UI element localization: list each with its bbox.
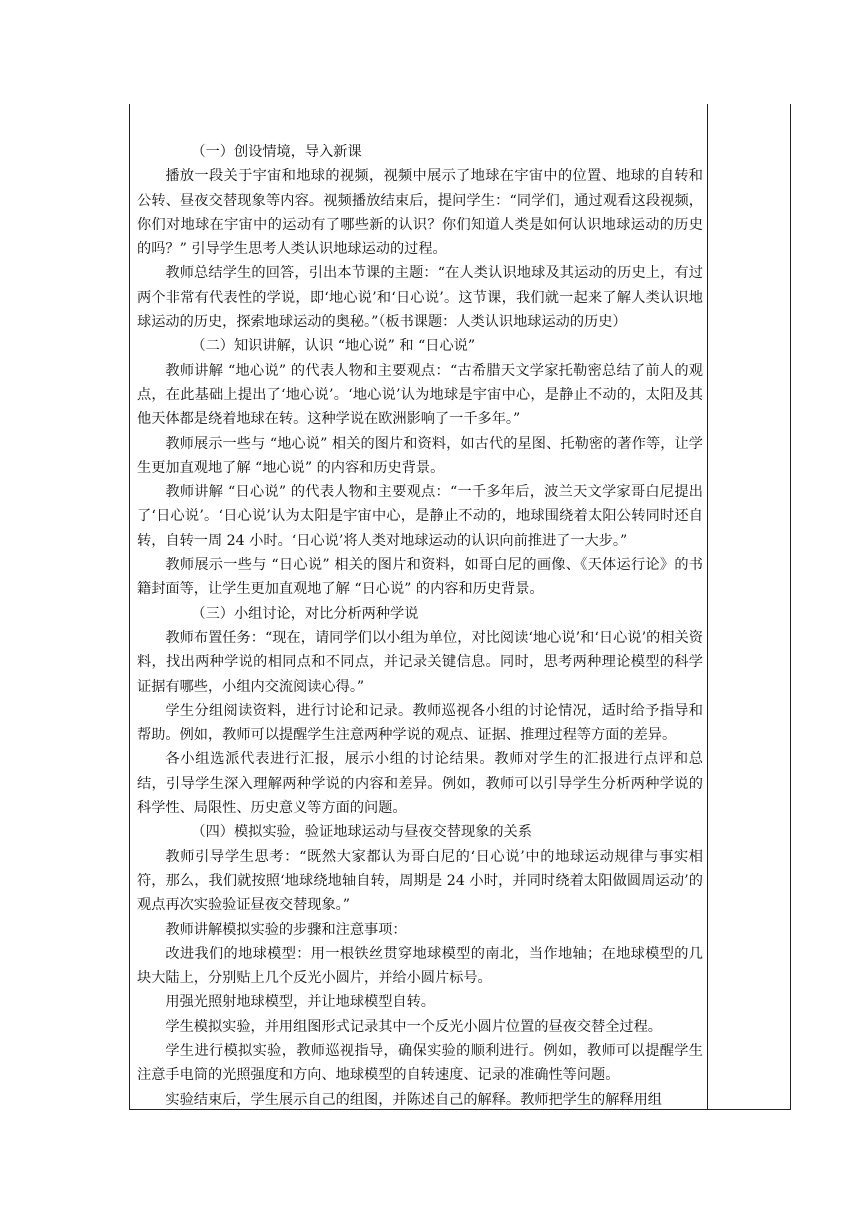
- paragraph: 教师讲解 “日心说” 的代表人物和主要观点：“一千多年后，波兰天文学家哥白尼提出了‘日心说’。‘日心说’认为太阳是宇宙中心，是静止不动的，地球围绕着太阳公转同时还自转，自转一周 24 小时。‘日心说’将人类对地球运动的认识向前推进了一大步。”: [137, 484, 703, 549]
- table-column-divider: [707, 104, 708, 1110]
- section-heading-4: （四）模拟实验，验证地球运动与昼夜交替现象的关系: [191, 824, 532, 841]
- paragraph: 学生进行模拟实验，教师巡视指导，确保实验的顺利进行。例如，教师可以提醒学生注意手电筒的光照强度和方向、地球模型的自转速度、记录的准确性等问题。: [137, 1042, 703, 1084]
- paragraph: 用强光照射地球模型，并让地球模型自转。: [165, 994, 435, 1011]
- paragraph: 学生分组阅读资料，进行讨论和记录。教师巡视各小组的讨论情况，适时给予指导和帮助。例如，教师可以提醒学生注意两种学说的观点、证据、推理过程等方面的差异。: [137, 702, 703, 744]
- paragraph: 教师引导学生思考：“既然大家都认为哥白尼的‘日心说’中的地球运动规律与事实相符，那么，我们就按照‘地球绕地轴自转，周期是 24 小时，并同时绕着太阳做圆周运动’的观点再次实验验证昼夜交替现象。”: [137, 848, 703, 914]
- section-heading-2: （二）知识讲解，认识 “地心说” 和 “日心说”: [191, 338, 476, 355]
- paragraph: 教师展示一些与 “地心说” 相关的图片和资料，如古代的星图、托勒密的著作等，让学生更加直观地了解 “地心说” 的内容和历史背景。: [137, 435, 703, 476]
- lesson-content-cell: [137, 140, 703, 1112]
- paragraph: 播放一段关于宇宙和地球的视频，视频中展示了地球在宇宙中的位置、地球的自转和公转、昼夜交替现象等内容。视频播放结束后，提问学生：“同学们，通过观看这段视频，你们对地球在宇宙中的运动有了哪些新的认识？你们知道人类是如何认识地球运动的历史的吗？” 引导学生思考人类认识地球运动的过程。: [137, 168, 703, 258]
- paragraph: 教师展示一些与 “日心说” 相关的图片和资料，如哥白尼的画像、《天体运行论》的书籍封面等，让学生更加直观地了解 “日心说” 的内容和历史背景。: [137, 557, 703, 598]
- paragraph: 各小组选派代表进行汇报，展示小组的讨论结果。教师对学生的汇报进行点评和总结，引导学生深入理解两种学说的内容和差异。例如，教师可以引导学生分析两种学说的科学性、局限性、历史意义等方面的问题。: [137, 751, 703, 817]
- paragraph: 教师总结学生的回答，引出本节课的主题：“在人类认识地球及其运动的历史上，有过两个非常有代表性的学说，即‘地心说’和‘日心说’。这节课，我们就一起来了解人类认识地球运动的历史，探索地球运动的奥秘。”（板书课题：人类认识地球运动的历史）: [137, 265, 703, 331]
- paragraph: 改进我们的地球模型：用一根铁丝贯穿地球模型的南北，当作地轴；在地球模型的几块大陆上，分别贴上几个反光小圆片，并给小圆片标号。: [137, 945, 703, 987]
- section-heading-3: （三）小组讨论，对比分析两种学说: [191, 605, 419, 622]
- section-heading-1: （一）创设情境，导入新课: [191, 144, 362, 160]
- paragraph: 教师布置任务：“现在，请同学们以小组为单位，对比阅读‘地心说’和‘日心说’的相关资料，找出两种学说的相同点和不同点，并记录关键信息。同时，思考两种理论模型的科学证据有哪些，小组内交流阅读心得。”: [137, 629, 703, 695]
- paragraph: 实验结束后，学生展示自己的组图，并陈述自己的解释。教师把学生的解释用组: [165, 1091, 662, 1108]
- paragraph: 学生模拟实验，并用组图形式记录其中一个反光小圆片位置的昼夜交替全过程。: [165, 1018, 662, 1035]
- table-border-left: [129, 104, 130, 1110]
- paragraph: 教师讲解 “地心说” 的代表人物和主要观点：“古希腊天文学家托勒密总结了前人的观点，在此基础上提出了‘地心说’。‘地心说’认为地球是宇宙中心，是静止不动的，太阳及其他天体都是绕着地球在转。这种学说在欧洲影响了一千多年。”: [137, 362, 703, 428]
- paragraph: 教师讲解模拟实验的步骤和注意事项：: [165, 921, 407, 938]
- table-border-right: [790, 104, 791, 1110]
